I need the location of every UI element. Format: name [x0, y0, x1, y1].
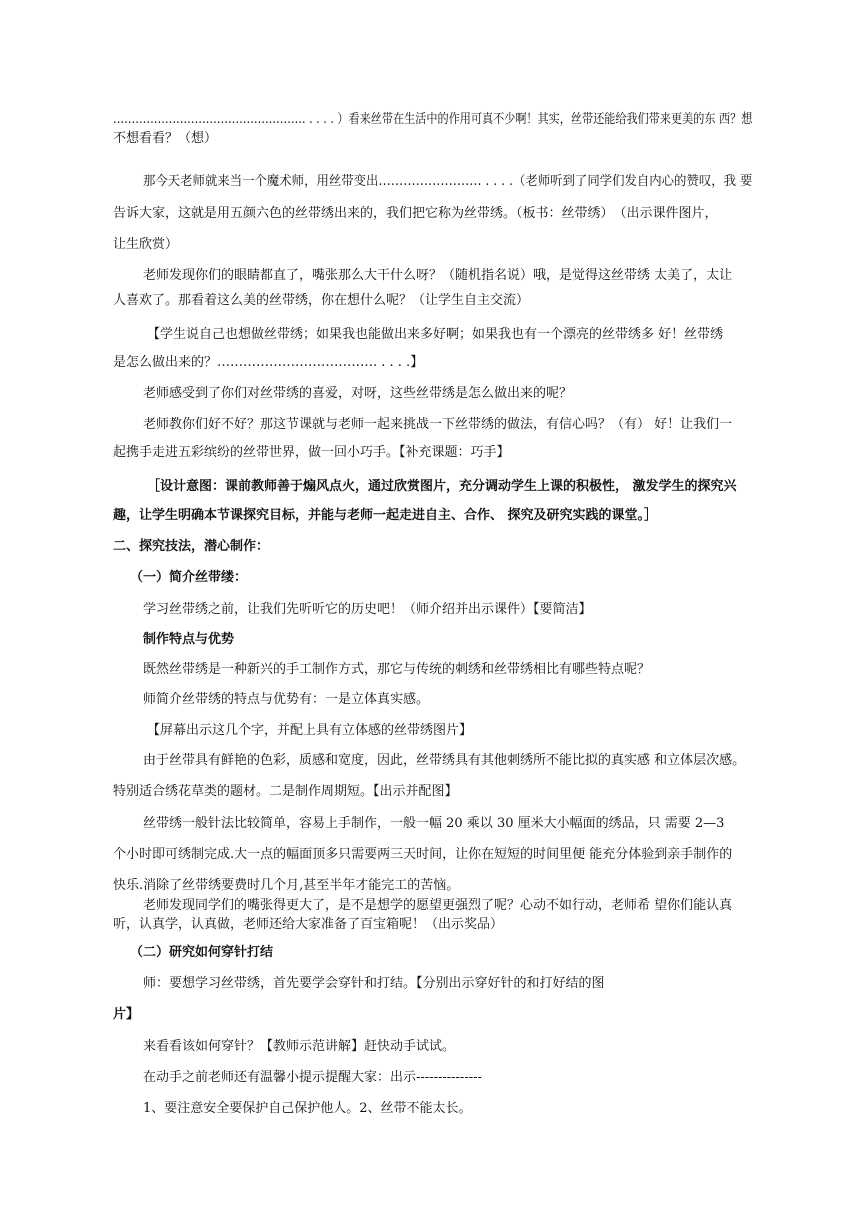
text-line: 师简介丝带绣的特点与优势有：一是立体真实感。 [143, 692, 430, 707]
text-line: 起携手走进五彩缤纷的丝带世界，做一回小巧手。【补充课题：巧手】 [113, 445, 510, 460]
subheading: 制作特点与优势 [143, 632, 235, 647]
text-line: 不想看看？（想） [113, 131, 218, 146]
text-line: 由于丝带具有鲜艳的色彩，质感和宽度，因此，丝带绣具有其他刺绣所不能比拟的真实感 和立体层次感。 [143, 753, 746, 768]
text-line: 在动手之前老师还有温馨小提示提醒大家：出示--------------- [143, 1070, 482, 1085]
text-line: 那今天老师就来当一个魔术师，用丝带变出……………………. . . . .（老师听到了同学们发自内心的赞叹，我 要 [143, 174, 753, 189]
text-line: 【屏幕出示这几个字，并配上具有立体感的丝带绣图片】 [147, 723, 473, 738]
design-intent-line: 趣，让学生明确本节课探究目标，并能与老师一起走进自主、合作、 探究及研究实践的课堂。］ [113, 508, 658, 523]
text-line: 是怎么做出来的？………………………………. . . . .】 [113, 355, 424, 370]
text-line: 老师发现同学们的嘴张得更大了，是不是想学的愿望更强烈了呢？心动不如行动，老师希 望你们能认真 [143, 898, 733, 913]
text-line: 既然丝带绣是一种新兴的手工制作方式，那它与传统的刺绣和丝带绣相比有哪些特点呢？ [143, 662, 651, 677]
text-line: 老师感受到了你们对丝带绣的喜爱，对呀，这些丝带绣是怎么做出来的呢？ [143, 386, 573, 401]
text-line: 学习丝带绣之前，让我们先听听它的历史吧！（师介绍并出示课件）【要简洁】 [143, 602, 592, 617]
text-line: 特别适合绣花草类的题材。二是制作周期短。【出示并配图】 [113, 784, 458, 799]
text-line: 人喜欢了。那看着这么美的丝带绣，你在想什么呢？（让学生自主交流） [113, 293, 530, 308]
text-line: 1、要注意安全要保护自己保护他人。2、丝带不能太长。 [143, 1101, 472, 1116]
text-line: 告诉大家，这就是用五颜六色的丝带绣出来的，我们把它称为丝带绣。（板书：丝带绣） （出示课件图片， [113, 206, 718, 221]
subsection-heading: （一）简介丝带缕： [130, 570, 248, 585]
text-line: 老师发现你们的眼睛都直了，嘴张那么大干什么呀？（随机指名说）哦，是觉得这丝带绣 太美了，太让 [143, 268, 733, 283]
text-line: 老师教你们好不好？那这节课就与老师一起来挑战一下丝带绣的做法，有信心吗？（有） 好！让我们一 [143, 417, 733, 432]
text-line: 来看看该如何穿针？【教师示范讲解】赶快动手试试。 [143, 1039, 456, 1054]
text-line: 让生欣赏） [113, 237, 179, 252]
text-line: 丝带绣一般针法比较简单，容易上手制作，一般一幅 20 乘以 30 厘米大小幅面的绣品，只 需要 2—3 [143, 816, 725, 831]
text-line: 个小时即可绣制完成.大一点的幅面顶多只需要两三天时间，让你在短短的时间里便 能充分体验到亲手制作的 [113, 847, 733, 862]
design-intent-line: ［设计意图：课前教师善于煽风点火，通过欣赏图片，充分调动学生上课的积极性， 激发学生的探究兴 [147, 479, 737, 494]
subsection-heading: （二）研究如何穿针打结 [130, 945, 274, 960]
text-line: 片】 [113, 1007, 140, 1022]
text-line: 快乐.消除了丝带绣要费时几个月,甚至半年才能完工的苦恼。 [113, 878, 460, 893]
text-line: ……………………………………………. . . . . ）看来丝带在生活中的作用可真不少啊！其实，丝带还能给我们带来更美的东 西？想 [113, 112, 753, 127]
text-line: 听，认真学，认真做，老师还给大家准备了百宝箱呢！（出示奖品） [113, 917, 504, 932]
text-line: 【学生说自己也想做丝带绣；如果我也能做出来多好啊；如果我也有一个漂亮的丝带绣多 好！丝带绣 [147, 327, 724, 342]
section-heading: 二、探究技法，潜心制作： [113, 539, 270, 554]
text-line: 师：要想学习丝带绣，首先要学会穿针和打结。【分别出示穿好针的和打好结的图 [143, 976, 605, 991]
